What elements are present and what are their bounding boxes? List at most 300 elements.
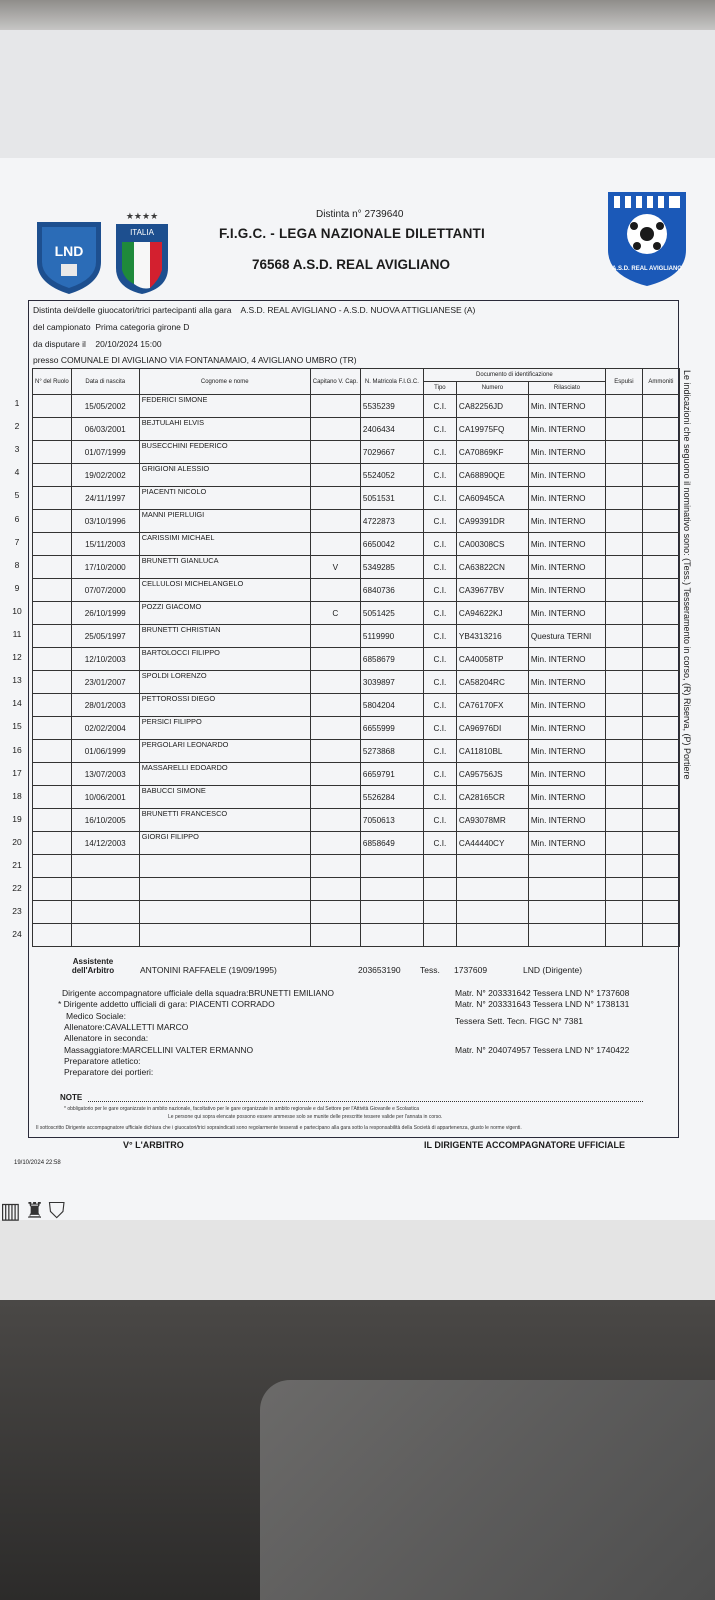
championship-line bbox=[33, 322, 189, 332]
table-row bbox=[33, 441, 680, 464]
staff-allenatore-seconda: Allenatore in seconda: bbox=[64, 1033, 149, 1043]
staff-allenatore: Allenatore:CAVALLETTI MARCO bbox=[64, 1022, 189, 1032]
cell-ammoniti bbox=[642, 418, 679, 441]
cell-rilasciato bbox=[528, 855, 605, 878]
row-number: 3 bbox=[14, 444, 20, 455]
cell-espulsi bbox=[605, 694, 642, 717]
cell-date: 26/10/1999 bbox=[71, 602, 139, 625]
print-timestamp: 19/10/2024 22:58 bbox=[14, 1160, 61, 1166]
cell-name: PIACENTI NICOLO bbox=[139, 487, 310, 510]
cell-date: 01/06/1999 bbox=[71, 740, 139, 763]
cell-matricola: 6840736 bbox=[360, 579, 423, 602]
cell-espulsi bbox=[605, 556, 642, 579]
cell-name: POZZI GIACOMO bbox=[139, 602, 310, 625]
cell-tipo: C.I. bbox=[423, 786, 456, 809]
cell-date: 24/11/1997 bbox=[71, 487, 139, 510]
cell-captain bbox=[310, 648, 360, 671]
cell-date: 16/10/2005 bbox=[71, 809, 139, 832]
venue-line bbox=[33, 355, 357, 365]
cell-espulsi bbox=[605, 533, 642, 556]
cell-ammoniti bbox=[642, 878, 679, 901]
cell-ammoniti bbox=[642, 809, 679, 832]
table-row bbox=[33, 487, 680, 510]
staff-ref-3: Tessera Sett. Tecn. FIGC N° 7381 bbox=[455, 1016, 583, 1026]
note-fine-2: Le persone qui sopra elencate possono essere ammesse solo se munite delle prescritte tessere valide per l'annata in corso. bbox=[168, 1114, 443, 1120]
cell-date: 06/03/2001 bbox=[71, 418, 139, 441]
col-ammoniti: Ammoniti bbox=[642, 369, 679, 395]
cell-date: 12/10/2003 bbox=[71, 648, 139, 671]
document-title: F.I.G.C. - LEGA NAZIONALE DILETTANTI bbox=[219, 226, 485, 241]
table-row bbox=[33, 901, 680, 924]
cell-ammoniti bbox=[642, 441, 679, 464]
cell-tipo: C.I. bbox=[423, 740, 456, 763]
cell-tipo: C.I. bbox=[423, 579, 456, 602]
table-row bbox=[33, 671, 680, 694]
note-line bbox=[88, 1101, 643, 1102]
cell-numero: YB4313216 bbox=[456, 625, 528, 648]
cell-name: BRUNETTI GIANLUCA bbox=[139, 556, 310, 579]
cell-ammoniti bbox=[642, 901, 679, 924]
table-row bbox=[33, 510, 680, 533]
cell-rilasciato: Min. INTERNO bbox=[528, 395, 605, 418]
background-fabric bbox=[260, 1380, 715, 1600]
assistant-label: Assistente dell'Arbitro bbox=[71, 957, 115, 975]
cell-espulsi bbox=[605, 786, 642, 809]
cell-ammoniti bbox=[642, 648, 679, 671]
assistant-tipo: Tess. bbox=[420, 965, 440, 975]
cell-rilasciato: Min. INTERNO bbox=[528, 740, 605, 763]
cell-rilasciato bbox=[528, 901, 605, 924]
svg-text:★★★★: ★★★★ bbox=[125, 211, 159, 221]
cell-date: 01/07/1999 bbox=[71, 441, 139, 464]
championship-label: del campionato bbox=[33, 322, 91, 332]
cell-numero bbox=[456, 878, 528, 901]
italia-shield-logo bbox=[113, 210, 171, 296]
cell-date bbox=[71, 878, 139, 901]
row-number: 11 bbox=[12, 629, 22, 639]
cell-ruolo bbox=[33, 924, 72, 947]
cell-ammoniti bbox=[642, 556, 679, 579]
table-row bbox=[33, 464, 680, 487]
table-row bbox=[33, 740, 680, 763]
marginal-icons bbox=[0, 1198, 69, 1224]
row-number: 19 bbox=[12, 813, 22, 824]
col-numero: Numero bbox=[456, 382, 528, 395]
cell-captain bbox=[310, 464, 360, 487]
cell-espulsi bbox=[605, 878, 642, 901]
cell-matricola: 5119990 bbox=[360, 625, 423, 648]
cell-captain bbox=[310, 533, 360, 556]
cell-name: BRUNETTI CHRISTIAN bbox=[139, 625, 310, 648]
cell-name: PERGOLARI LEONARDO bbox=[139, 740, 310, 763]
cell-name: BARTOLOCCI FILIPPO bbox=[139, 648, 310, 671]
row-number: 24 bbox=[12, 929, 22, 940]
cell-rilasciato: Min. INTERNO bbox=[528, 487, 605, 510]
cell-captain bbox=[310, 671, 360, 694]
cell-matricola: 6659791 bbox=[360, 763, 423, 786]
cell-ammoniti bbox=[642, 625, 679, 648]
cell-numero: CA63822CN bbox=[456, 556, 528, 579]
cell-espulsi bbox=[605, 579, 642, 602]
cell-tipo: C.I. bbox=[423, 487, 456, 510]
cell-ruolo bbox=[33, 556, 72, 579]
cell-tipo: C.I. bbox=[423, 694, 456, 717]
cell-ruolo bbox=[33, 441, 72, 464]
cell-numero: CA76170FX bbox=[456, 694, 528, 717]
signature-arbitro: V° L'ARBITRO bbox=[123, 1140, 184, 1150]
cell-ruolo bbox=[33, 579, 72, 602]
cell-tipo: C.I. bbox=[423, 395, 456, 418]
cell-matricola bbox=[360, 924, 423, 947]
cell-date bbox=[71, 901, 139, 924]
row-number: 23 bbox=[12, 906, 22, 917]
cell-ammoniti bbox=[642, 464, 679, 487]
cell-numero: CA40058TP bbox=[456, 648, 528, 671]
cell-matricola: 5524052 bbox=[360, 464, 423, 487]
side-note bbox=[678, 370, 694, 790]
row-number: 12 bbox=[12, 652, 22, 663]
cell-name: GRIGIONI ALESSIO bbox=[139, 464, 310, 487]
shield-icon: ⛉ bbox=[48, 1198, 70, 1223]
cell-captain bbox=[310, 717, 360, 740]
table-row bbox=[33, 602, 680, 625]
cell-name: BRUNETTI FRANCESCO bbox=[139, 809, 310, 832]
cell-matricola: 6858649 bbox=[360, 832, 423, 855]
cell-name: CELLULOSI MICHELANGELO bbox=[139, 579, 310, 602]
table-row bbox=[33, 395, 680, 418]
cell-tipo: C.I. bbox=[423, 418, 456, 441]
cell-rilasciato bbox=[528, 878, 605, 901]
row-number: 15 bbox=[12, 721, 22, 732]
cell-tipo: C.I. bbox=[423, 464, 456, 487]
cell-date: 17/10/2000 bbox=[71, 556, 139, 579]
cell-ruolo bbox=[33, 395, 72, 418]
cell-matricola: 5349285 bbox=[360, 556, 423, 579]
cell-matricola: 5051425 bbox=[360, 602, 423, 625]
cell-captain bbox=[310, 694, 360, 717]
match-label: Distinta dei/delle giuocatori/trici partecipanti alla gara bbox=[33, 305, 232, 315]
row-number: 1 bbox=[14, 398, 20, 408]
cell-captain: V bbox=[310, 556, 360, 579]
staff-preparatore-portieri: Preparatore dei portieri: bbox=[64, 1067, 154, 1077]
cell-rilasciato: Min. INTERNO bbox=[528, 602, 605, 625]
cell-name: CARISSIMI MICHAEL bbox=[139, 533, 310, 556]
col-document: Documento di identificazione bbox=[423, 369, 605, 382]
cell-numero: CA39677BV bbox=[456, 579, 528, 602]
cell-ammoniti bbox=[642, 510, 679, 533]
cell-name bbox=[139, 924, 310, 947]
cell-ruolo bbox=[33, 671, 72, 694]
cell-numero: CA19975FQ bbox=[456, 418, 528, 441]
cell-rilasciato: Min. INTERNO bbox=[528, 556, 605, 579]
cell-espulsi bbox=[605, 924, 642, 947]
cell-name bbox=[139, 901, 310, 924]
cell-rilasciato: Min. INTERNO bbox=[528, 464, 605, 487]
championship-value: Prima categoria girone D bbox=[95, 322, 190, 332]
table-row bbox=[33, 763, 680, 786]
col-date: Data di nascita bbox=[71, 369, 139, 395]
staff-ref-1: Matr. N° 203331642 Tessera LND N° 1737608 bbox=[455, 988, 630, 998]
cell-tipo: C.I. bbox=[423, 763, 456, 786]
table-row bbox=[33, 878, 680, 901]
staff-addetto: * Dirigente addetto ufficiali di gara: PIACENTI CORRADO bbox=[58, 999, 275, 1009]
cell-matricola: 3039897 bbox=[360, 671, 423, 694]
cell-ammoniti bbox=[642, 924, 679, 947]
cell-rilasciato: Min. INTERNO bbox=[528, 579, 605, 602]
cell-espulsi bbox=[605, 464, 642, 487]
cell-matricola: 6650042 bbox=[360, 533, 423, 556]
cell-date: 15/11/2003 bbox=[71, 533, 139, 556]
cell-ammoniti bbox=[642, 694, 679, 717]
row-number: 9 bbox=[14, 582, 20, 593]
cell-matricola bbox=[360, 855, 423, 878]
cell-name: FEDERICI SIMONE bbox=[139, 395, 310, 418]
cell-name: PETTOROSSI DIEGO bbox=[139, 694, 310, 717]
row-number: 10 bbox=[12, 605, 22, 616]
table-row bbox=[33, 556, 680, 579]
cell-captain bbox=[310, 832, 360, 855]
cell-tipo: C.I. bbox=[423, 671, 456, 694]
cell-ruolo bbox=[33, 763, 72, 786]
cell-tipo bbox=[423, 901, 456, 924]
cell-date bbox=[71, 924, 139, 947]
row-number: 13 bbox=[12, 675, 22, 686]
row-number: 20 bbox=[12, 836, 22, 847]
cell-espulsi bbox=[605, 487, 642, 510]
assistant-matricola: 203653190 bbox=[358, 965, 401, 975]
date-label: da disputare il bbox=[33, 339, 86, 349]
row-number: 4 bbox=[14, 467, 20, 478]
club-logo-text: A.S.D. REAL AVIGLIANO bbox=[612, 266, 682, 272]
cell-ammoniti bbox=[642, 395, 679, 418]
cell-tipo: C.I. bbox=[423, 717, 456, 740]
cell-name: BUSECCHINI FEDERICO bbox=[139, 441, 310, 464]
table-row bbox=[33, 786, 680, 809]
cell-rilasciato: Min. INTERNO bbox=[528, 786, 605, 809]
cell-rilasciato: Min. INTERNO bbox=[528, 717, 605, 740]
cell-ammoniti bbox=[642, 602, 679, 625]
cell-matricola: 5051531 bbox=[360, 487, 423, 510]
tower-icon: ♜ bbox=[24, 1198, 49, 1223]
note-fine-1: * obbligatorio per le gare organizzate in ambito nazionale, facoltativo per le gare organizzate in ambito regionale e dal Settore per l'Attività Giovanile e Scolastica bbox=[64, 1106, 420, 1112]
staff-ref-4: Matr. N° 204074957 Tessera LND N° 1740422 bbox=[455, 1045, 630, 1055]
row-number: 16 bbox=[12, 744, 22, 755]
cell-tipo: C.I. bbox=[423, 832, 456, 855]
cell-captain bbox=[310, 510, 360, 533]
cell-ruolo bbox=[33, 878, 72, 901]
table-row bbox=[33, 924, 680, 947]
cell-name bbox=[139, 855, 310, 878]
row-number: 17 bbox=[12, 767, 22, 778]
cell-tipo: C.I. bbox=[423, 556, 456, 579]
cell-tipo: C.I. bbox=[423, 648, 456, 671]
cell-captain bbox=[310, 740, 360, 763]
cell-ruolo bbox=[33, 855, 72, 878]
cell-ammoniti bbox=[642, 832, 679, 855]
cell-matricola: 6655999 bbox=[360, 717, 423, 740]
cell-numero: CA82256JD bbox=[456, 395, 528, 418]
cell-tipo: C.I. bbox=[423, 533, 456, 556]
table-row bbox=[33, 694, 680, 717]
cell-numero: CA00308CS bbox=[456, 533, 528, 556]
cell-numero: CA99391DR bbox=[456, 510, 528, 533]
cell-espulsi bbox=[605, 832, 642, 855]
cell-captain bbox=[310, 901, 360, 924]
cell-name: PERSICI FILIPPO bbox=[139, 717, 310, 740]
cell-ammoniti bbox=[642, 763, 679, 786]
italia-logo-text: ITALIA bbox=[130, 228, 154, 237]
cell-numero: CA70869KF bbox=[456, 441, 528, 464]
cell-name: SPOLDI LORENZO bbox=[139, 671, 310, 694]
assistant-numero: 1737609 bbox=[454, 965, 488, 975]
cell-date: 23/01/2007 bbox=[71, 671, 139, 694]
cell-ruolo bbox=[33, 832, 72, 855]
cell-espulsi bbox=[605, 395, 642, 418]
cell-matricola: 5273868 bbox=[360, 740, 423, 763]
cell-ruolo bbox=[33, 464, 72, 487]
cell-espulsi bbox=[605, 740, 642, 763]
figc-shield-logo bbox=[34, 218, 104, 296]
col-ruolo: N° del Ruolo bbox=[33, 369, 72, 395]
players-table bbox=[32, 368, 680, 947]
paper-lower-band bbox=[0, 1220, 715, 1310]
cell-ammoniti bbox=[642, 487, 679, 510]
cell-numero: CA11810BL bbox=[456, 740, 528, 763]
cell-rilasciato: Min. INTERNO bbox=[528, 648, 605, 671]
cell-name: MASSARELLI EDOARDO bbox=[139, 763, 310, 786]
row-number: 21 bbox=[12, 860, 22, 870]
row-number: 5 bbox=[14, 490, 20, 501]
cell-captain bbox=[310, 418, 360, 441]
col-name: Cognome e nome bbox=[139, 369, 310, 395]
date-line bbox=[33, 339, 162, 349]
cell-captain bbox=[310, 763, 360, 786]
cell-ruolo bbox=[33, 533, 72, 556]
cell-tipo: C.I. bbox=[423, 441, 456, 464]
row-number: 22 bbox=[12, 883, 22, 894]
cell-date: 19/02/2002 bbox=[71, 464, 139, 487]
cell-ammoniti bbox=[642, 717, 679, 740]
match-line bbox=[33, 305, 475, 315]
cell-espulsi bbox=[605, 763, 642, 786]
cell-ruolo bbox=[33, 487, 72, 510]
cell-ruolo bbox=[33, 717, 72, 740]
staff-dirigente: Dirigente accompagnatore ufficiale della squadra:BRUNETTI EMILIANO bbox=[62, 988, 334, 998]
row-number: 7 bbox=[14, 536, 20, 547]
cell-date: 02/02/2004 bbox=[71, 717, 139, 740]
match-value: A.S.D. REAL AVIGLIANO - A.S.D. NUOVA ATTIGLIANESE (A) bbox=[240, 305, 476, 315]
table-row bbox=[33, 855, 680, 878]
cell-matricola bbox=[360, 901, 423, 924]
cell-ammoniti bbox=[642, 671, 679, 694]
cell-matricola: 5535239 bbox=[360, 395, 423, 418]
col-tipo: Tipo bbox=[423, 382, 456, 395]
cell-matricola: 4722873 bbox=[360, 510, 423, 533]
staff-massaggiatore: Massaggiatore:MARCELLINI VALTER ERMANNO bbox=[64, 1045, 254, 1055]
row-number: 8 bbox=[14, 559, 20, 570]
cell-numero: CA58204RC bbox=[456, 671, 528, 694]
cell-ammoniti bbox=[642, 786, 679, 809]
cell-date: 07/07/2000 bbox=[71, 579, 139, 602]
col-captain: Capitano V. Cap. bbox=[310, 369, 360, 395]
staff-preparatore: Preparatore atletico: bbox=[64, 1056, 141, 1066]
cell-captain bbox=[310, 924, 360, 947]
cell-rilasciato: Min. INTERNO bbox=[528, 510, 605, 533]
cell-espulsi bbox=[605, 809, 642, 832]
club-name: 76568 A.S.D. REAL AVIGLIANO bbox=[252, 257, 451, 272]
row-number: 18 bbox=[12, 790, 22, 801]
cell-rilasciato: Min. INTERNO bbox=[528, 832, 605, 855]
cell-ruolo bbox=[33, 648, 72, 671]
cell-date: 15/05/2002 bbox=[71, 395, 139, 418]
table-header-row bbox=[33, 369, 680, 382]
cell-captain bbox=[310, 809, 360, 832]
cell-numero: CA94622KJ bbox=[456, 602, 528, 625]
table-row bbox=[33, 717, 680, 740]
cell-name bbox=[139, 878, 310, 901]
cell-captain bbox=[310, 625, 360, 648]
cell-date bbox=[71, 855, 139, 878]
cell-date: 14/12/2003 bbox=[71, 832, 139, 855]
cell-ammoniti bbox=[642, 740, 679, 763]
cell-tipo: C.I. bbox=[423, 625, 456, 648]
cell-rilasciato: Min. INTERNO bbox=[528, 533, 605, 556]
real-avigliano-logo bbox=[606, 190, 688, 288]
cell-name: GIORGI FILIPPO bbox=[139, 832, 310, 855]
cell-rilasciato: Min. INTERNO bbox=[528, 441, 605, 464]
table-row bbox=[33, 418, 680, 441]
cell-numero bbox=[456, 855, 528, 878]
venue-label: presso bbox=[33, 355, 59, 365]
cell-rilasciato: Questura TERNI bbox=[528, 625, 605, 648]
cell-tipo: C.I. bbox=[423, 602, 456, 625]
figc-logo-text: LND bbox=[54, 243, 84, 259]
cell-rilasciato: Min. INTERNO bbox=[528, 809, 605, 832]
cell-espulsi bbox=[605, 901, 642, 924]
cell-numero: CA96976DI bbox=[456, 717, 528, 740]
cell-matricola: 5804204 bbox=[360, 694, 423, 717]
table-row bbox=[33, 579, 680, 602]
col-rilasciato: Rilasciato bbox=[528, 382, 605, 395]
cell-numero bbox=[456, 901, 528, 924]
cell-captain bbox=[310, 395, 360, 418]
cell-date: 25/05/1997 bbox=[71, 625, 139, 648]
cell-numero: CA93078MR bbox=[456, 809, 528, 832]
cell-ammoniti bbox=[642, 579, 679, 602]
cell-rilasciato: Min. INTERNO bbox=[528, 694, 605, 717]
cell-ammoniti bbox=[642, 855, 679, 878]
note-label: NOTE bbox=[60, 1093, 83, 1102]
cell-captain bbox=[310, 487, 360, 510]
cell-espulsi bbox=[605, 418, 642, 441]
cell-date: 10/06/2001 bbox=[71, 786, 139, 809]
cell-tipo bbox=[423, 878, 456, 901]
cell-date: 13/07/2003 bbox=[71, 763, 139, 786]
cell-ammoniti bbox=[642, 533, 679, 556]
cell-numero: CA44440CY bbox=[456, 832, 528, 855]
cell-ruolo bbox=[33, 418, 72, 441]
cell-rilasciato: Min. INTERNO bbox=[528, 763, 605, 786]
cell-ruolo bbox=[33, 625, 72, 648]
signature-dirigente: IL DIRIGENTE ACCOMPAGNATORE UFFICIALE bbox=[424, 1140, 626, 1150]
cell-numero: CA60945CA bbox=[456, 487, 528, 510]
assistant-name: ANTONINI RAFFAELE (19/09/1995) bbox=[140, 965, 277, 975]
date-value: 20/10/2024 15:00 bbox=[95, 339, 162, 349]
paper-underlayer bbox=[0, 30, 715, 160]
row-number: 14 bbox=[12, 698, 22, 709]
cell-ruolo bbox=[33, 740, 72, 763]
staff-medico: Medico Sociale: bbox=[66, 1011, 127, 1021]
